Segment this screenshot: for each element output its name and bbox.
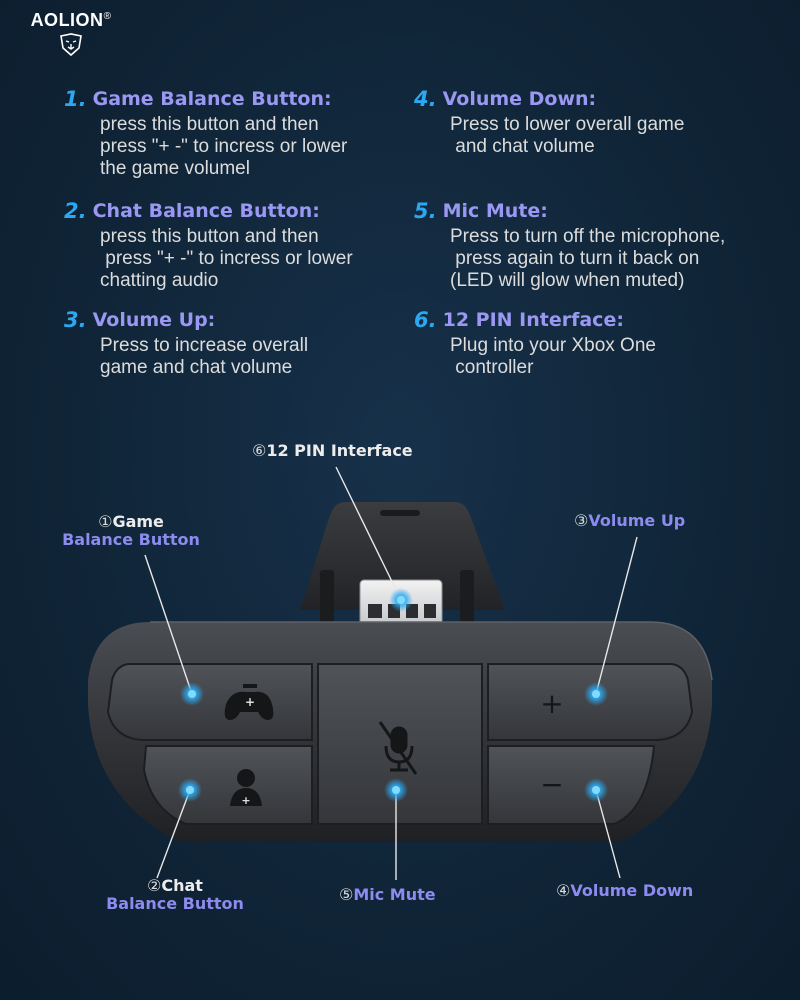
svg-text:+: + <box>241 794 251 807</box>
feature-number: 3. <box>64 308 87 332</box>
stand-slot <box>380 510 420 516</box>
chat-balance-button-shape <box>144 746 312 824</box>
feature-number: 4. <box>414 87 437 111</box>
feature-description: press this button and then press "+ -" to incress or lower the game volumel <box>100 114 348 179</box>
feature-title: Game Balance Button: <box>92 88 332 110</box>
plus-symbol: + <box>540 687 564 720</box>
feature-description: press this button and then press "+ -" to incress or lower chatting audio <box>100 226 353 291</box>
feature-title: Volume Up: <box>92 309 216 331</box>
feature-title: Mic Mute: <box>442 200 548 222</box>
volume-down-button-shape <box>488 746 654 824</box>
callout-volume-down: ④Volume Down <box>556 881 694 900</box>
feature-title: 12 PIN Interface: <box>442 309 624 331</box>
callout-mic-mute: ⑤Mic Mute <box>339 885 436 904</box>
feature-number: 5. <box>414 199 437 223</box>
feature-description: Press to increase overall game and chat volume <box>100 335 309 378</box>
feature-number: 1. <box>64 87 87 111</box>
feature-title: Volume Down: <box>442 88 597 110</box>
callout-game-balance: ①Game Balance Button <box>62 512 200 549</box>
svg-text:+: + <box>244 695 256 709</box>
feature-number: 6. <box>414 308 437 332</box>
feature-title: Chat Balance Button: <box>92 200 320 222</box>
callout-chat-balance: ②Chat Balance Button <box>106 876 244 913</box>
game-balance-button-shape <box>108 664 312 740</box>
callout-volume-up: ③Volume Up <box>574 511 686 530</box>
minus-symbol: − <box>540 768 564 801</box>
brand-name: AOLION® <box>30 10 112 30</box>
feature-description: Plug into your Xbox One controller <box>450 335 656 378</box>
feature-number: 2. <box>64 199 87 223</box>
feature-description: Press to lower overall game and chat volume <box>450 114 685 157</box>
feature-description: Press to turn off the microphone, press again to turn it back on (LED will glow when muted) <box>450 226 726 291</box>
callout-12pin: ⑥12 PIN Interface <box>252 441 413 460</box>
